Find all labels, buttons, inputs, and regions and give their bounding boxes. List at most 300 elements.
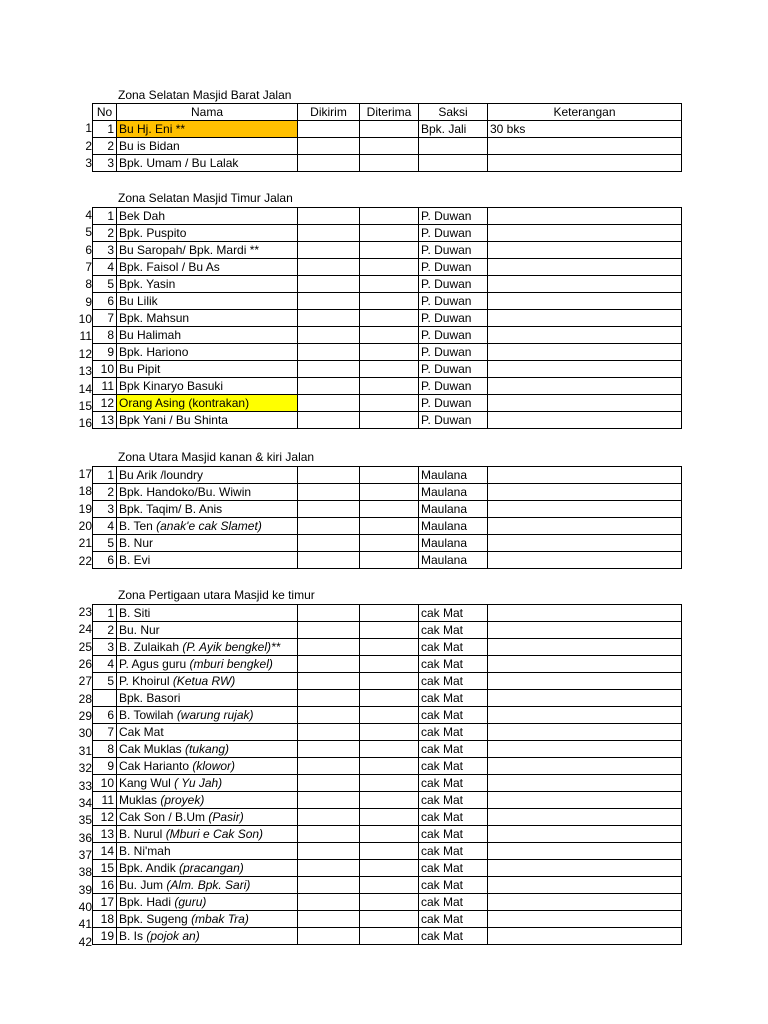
cell-no[interactable]: 8 <box>93 327 117 344</box>
cell-nama[interactable] <box>117 501 298 518</box>
table-row <box>93 911 682 928</box>
cell-saksi[interactable]: cak Mat <box>419 877 488 894</box>
cell-nama[interactable] <box>117 327 298 344</box>
table-row <box>93 276 682 293</box>
cell-no[interactable]: 1 <box>93 121 117 138</box>
cell-dikirim[interactable] <box>298 276 360 293</box>
cell-keterangan[interactable] <box>488 792 682 809</box>
cell-dikirim[interactable] <box>298 208 360 225</box>
cell-no[interactable]: 18 <box>93 911 117 928</box>
cell-no[interactable]: 13 <box>93 826 117 843</box>
cell-no[interactable]: 1 <box>93 208 117 225</box>
cell-dikirim[interactable] <box>298 843 360 860</box>
cell-diterima[interactable] <box>360 690 419 707</box>
cell-nama[interactable] <box>117 877 298 894</box>
cell-dikirim[interactable] <box>298 741 360 758</box>
cell-no[interactable]: 10 <box>93 361 117 378</box>
cell-keterangan[interactable] <box>488 894 682 911</box>
cell-saksi[interactable]: cak Mat <box>419 928 488 945</box>
cell-diterima[interactable] <box>360 792 419 809</box>
cell-keterangan[interactable] <box>488 310 682 327</box>
cell-diterima[interactable] <box>360 361 419 378</box>
cell-keterangan[interactable] <box>488 552 682 569</box>
nama-text: Bu Saropah/ Bpk. Mardi ** <box>119 243 260 257</box>
cell-nama[interactable] <box>117 138 298 155</box>
table-row <box>93 758 682 775</box>
nama-text: Cak Mat <box>119 725 164 739</box>
cell-diterima[interactable] <box>360 501 419 518</box>
table-row <box>93 690 682 707</box>
cell-nama[interactable] <box>117 121 298 138</box>
cell-diterima[interactable] <box>360 138 419 155</box>
cell-saksi[interactable]: cak Mat <box>419 894 488 911</box>
cell-nama[interactable] <box>117 259 298 276</box>
cell-nama[interactable] <box>117 656 298 673</box>
cell-nama[interactable] <box>117 467 298 484</box>
row-index: 38 <box>78 865 92 880</box>
cell-diterima[interactable] <box>360 518 419 535</box>
table-row <box>93 639 682 656</box>
cell-no[interactable]: 16 <box>93 877 117 894</box>
cell-dikirim[interactable] <box>298 121 360 138</box>
cell-keterangan[interactable] <box>488 276 682 293</box>
cell-nama[interactable] <box>117 276 298 293</box>
cell-nama[interactable] <box>117 395 298 412</box>
cell-saksi[interactable]: cak Mat <box>419 656 488 673</box>
cell-nama[interactable] <box>117 826 298 843</box>
cell-saksi[interactable]: cak Mat <box>419 843 488 860</box>
cell-no[interactable]: 9 <box>93 758 117 775</box>
cell-nama[interactable] <box>117 535 298 552</box>
cell-dikirim[interactable] <box>298 155 360 172</box>
cell-diterima[interactable] <box>360 155 419 172</box>
cell-saksi[interactable]: P. Duwan <box>419 361 488 378</box>
cell-keterangan[interactable]: 30 bks <box>488 121 682 138</box>
cell-nama[interactable] <box>117 552 298 569</box>
cell-saksi[interactable]: Maulana <box>419 535 488 552</box>
cell-no[interactable]: 15 <box>93 860 117 877</box>
cell-keterangan[interactable] <box>488 155 682 172</box>
cell-saksi[interactable]: P. Duwan <box>419 378 488 395</box>
cell-dikirim[interactable] <box>298 911 360 928</box>
cell-diterima[interactable] <box>360 673 419 690</box>
cell-keterangan[interactable] <box>488 724 682 741</box>
cell-nama[interactable] <box>117 741 298 758</box>
cell-nama[interactable] <box>117 310 298 327</box>
row-index: 31 <box>78 743 92 758</box>
cell-keterangan[interactable] <box>488 259 682 276</box>
nama-text: Bu Halimah <box>119 328 182 342</box>
nama-text: Bpk. Sugeng <box>119 912 192 926</box>
cell-no[interactable]: 17 <box>93 894 117 911</box>
cell-dikirim[interactable] <box>298 535 360 552</box>
cell-keterangan[interactable] <box>488 707 682 724</box>
cell-saksi[interactable]: Maulana <box>419 518 488 535</box>
cell-dikirim[interactable] <box>298 327 360 344</box>
cell-keterangan[interactable] <box>488 361 682 378</box>
cell-diterima[interactable] <box>360 860 419 877</box>
cell-diterima[interactable] <box>360 208 419 225</box>
cell-nama[interactable] <box>117 344 298 361</box>
cell-keterangan[interactable] <box>488 467 682 484</box>
cell-dikirim[interactable] <box>298 622 360 639</box>
cell-no[interactable]: 14 <box>93 843 117 860</box>
cell-nama[interactable] <box>117 155 298 172</box>
cell-keterangan[interactable] <box>488 877 682 894</box>
cell-no[interactable]: 6 <box>93 293 117 310</box>
cell-dikirim[interactable] <box>298 412 360 429</box>
cell-diterima[interactable] <box>360 484 419 501</box>
cell-nama[interactable] <box>117 293 298 310</box>
cell-diterima[interactable] <box>360 605 419 622</box>
cell-dikirim[interactable] <box>298 877 360 894</box>
cell-no[interactable]: 5 <box>93 276 117 293</box>
nama-text: P. Khoirul <box>119 674 173 688</box>
cell-nama[interactable] <box>117 724 298 741</box>
section-table <box>92 207 682 429</box>
cell-saksi[interactable]: cak Mat <box>419 707 488 724</box>
cell-diterima[interactable] <box>360 775 419 792</box>
cell-no[interactable]: 12 <box>93 395 117 412</box>
cell-saksi[interactable]: P. Duwan <box>419 395 488 412</box>
nama-text: B. Siti <box>119 606 151 620</box>
cell-diterima[interactable] <box>360 293 419 310</box>
cell-diterima[interactable] <box>360 928 419 945</box>
row-index: 25 <box>78 639 92 654</box>
cell-saksi[interactable]: P. Duwan <box>419 310 488 327</box>
cell-dikirim[interactable] <box>298 242 360 259</box>
cell-no[interactable]: 5 <box>93 535 117 552</box>
row-index: 27 <box>78 674 92 689</box>
table-row <box>93 792 682 809</box>
cell-diterima[interactable] <box>360 412 419 429</box>
cell-nama[interactable] <box>117 225 298 242</box>
cell-keterangan[interactable] <box>488 344 682 361</box>
cell-dikirim[interactable] <box>298 501 360 518</box>
cell-saksi[interactable]: P. Duwan <box>419 225 488 242</box>
cell-diterima[interactable] <box>360 344 419 361</box>
cell-nama[interactable] <box>117 412 298 429</box>
cell-keterangan[interactable] <box>488 860 682 877</box>
cell-saksi[interactable]: P. Duwan <box>419 412 488 429</box>
cell-no[interactable]: 7 <box>93 724 117 741</box>
cell-nama[interactable] <box>117 639 298 656</box>
cell-no[interactable]: 3 <box>93 155 117 172</box>
cell-nama[interactable] <box>117 792 298 809</box>
cell-dikirim[interactable] <box>298 826 360 843</box>
cell-dikirim[interactable] <box>298 656 360 673</box>
nama-text: Bpk. Faisol / Bu As <box>119 260 220 274</box>
cell-keterangan[interactable] <box>488 535 682 552</box>
cell-saksi[interactable]: P. Duwan <box>419 293 488 310</box>
table-row <box>93 327 682 344</box>
cell-saksi[interactable]: cak Mat <box>419 639 488 656</box>
cell-dikirim[interactable] <box>298 552 360 569</box>
cell-no[interactable]: 1 <box>93 467 117 484</box>
cell-no[interactable]: 5 <box>93 673 117 690</box>
cell-diterima[interactable] <box>360 843 419 860</box>
nama-text: Bpk. Umam / Bu Lalak <box>119 156 239 170</box>
cell-keterangan[interactable] <box>488 775 682 792</box>
row-index: 16 <box>78 416 92 431</box>
cell-no[interactable]: 4 <box>93 656 117 673</box>
cell-keterangan[interactable] <box>488 639 682 656</box>
cell-nama[interactable] <box>117 518 298 535</box>
nama-text: B. Is <box>119 929 147 943</box>
cell-no[interactable]: 13 <box>93 412 117 429</box>
cell-dikirim[interactable] <box>298 639 360 656</box>
cell-nama[interactable] <box>117 484 298 501</box>
cell-keterangan[interactable] <box>488 501 682 518</box>
cell-no[interactable] <box>93 690 117 707</box>
cell-nama[interactable] <box>117 242 298 259</box>
cell-diterima[interactable] <box>360 467 419 484</box>
cell-diterima[interactable] <box>360 225 419 242</box>
cell-no[interactable]: 11 <box>93 792 117 809</box>
cell-keterangan[interactable] <box>488 741 682 758</box>
table-row <box>93 724 682 741</box>
cell-nama[interactable] <box>117 673 298 690</box>
table-row <box>93 518 682 535</box>
cell-saksi[interactable]: cak Mat <box>419 605 488 622</box>
table-row <box>93 121 682 138</box>
cell-no[interactable]: 4 <box>93 259 117 276</box>
cell-no[interactable]: 11 <box>93 378 117 395</box>
cell-keterangan[interactable] <box>488 605 682 622</box>
cell-saksi[interactable]: P. Duwan <box>419 276 488 293</box>
nama-note: (pojok an) <box>146 929 200 943</box>
nama-text: Bu. Nur <box>119 623 160 637</box>
cell-keterangan[interactable] <box>488 327 682 344</box>
cell-saksi[interactable]: Maulana <box>419 484 488 501</box>
cell-diterima[interactable] <box>360 378 419 395</box>
cell-no[interactable]: 2 <box>93 622 117 639</box>
cell-keterangan[interactable] <box>488 225 682 242</box>
table-row <box>93 535 682 552</box>
cell-diterima[interactable] <box>360 741 419 758</box>
cell-dikirim[interactable] <box>298 395 360 412</box>
cell-dikirim[interactable] <box>298 225 360 242</box>
row-index: 15 <box>78 398 92 413</box>
cell-saksi[interactable]: cak Mat <box>419 775 488 792</box>
cell-diterima[interactable] <box>360 327 419 344</box>
cell-saksi[interactable]: Maulana <box>419 467 488 484</box>
cell-keterangan[interactable] <box>488 656 682 673</box>
cell-diterima[interactable] <box>360 809 419 826</box>
cell-keterangan[interactable] <box>488 242 682 259</box>
cell-no[interactable]: 9 <box>93 344 117 361</box>
cell-keterangan[interactable] <box>488 809 682 826</box>
cell-nama[interactable] <box>117 208 298 225</box>
cell-no[interactable]: 2 <box>93 225 117 242</box>
nama-text: Kang Wul <box>119 776 175 790</box>
cell-keterangan[interactable] <box>488 293 682 310</box>
cell-keterangan[interactable] <box>488 758 682 775</box>
cell-nama[interactable] <box>117 605 298 622</box>
cell-saksi[interactable]: cak Mat <box>419 741 488 758</box>
cell-nama[interactable] <box>117 843 298 860</box>
cell-no[interactable]: 8 <box>93 741 117 758</box>
cell-dikirim[interactable] <box>298 775 360 792</box>
cell-diterima[interactable] <box>360 395 419 412</box>
cell-no[interactable]: 4 <box>93 518 117 535</box>
cell-dikirim[interactable] <box>298 605 360 622</box>
cell-keterangan[interactable] <box>488 412 682 429</box>
cell-diterima[interactable] <box>360 310 419 327</box>
nama-text: Bu Lilik <box>119 294 158 308</box>
cell-diterima[interactable] <box>360 121 419 138</box>
cell-no[interactable]: 3 <box>93 639 117 656</box>
cell-dikirim[interactable] <box>298 310 360 327</box>
cell-saksi[interactable]: cak Mat <box>419 826 488 843</box>
row-index: 21 <box>78 536 92 551</box>
cell-no[interactable]: 3 <box>93 242 117 259</box>
cell-dikirim[interactable] <box>298 259 360 276</box>
cell-dikirim[interactable] <box>298 928 360 945</box>
cell-no[interactable]: 12 <box>93 809 117 826</box>
row-index: 13 <box>78 364 92 379</box>
cell-saksi[interactable]: cak Mat <box>419 809 488 826</box>
cell-keterangan[interactable] <box>488 843 682 860</box>
cell-keterangan[interactable] <box>488 378 682 395</box>
cell-dikirim[interactable] <box>298 518 360 535</box>
cell-dikirim[interactable] <box>298 792 360 809</box>
cell-saksi[interactable] <box>419 138 488 155</box>
cell-saksi[interactable]: Bpk. Jali <box>419 121 488 138</box>
cell-nama[interactable] <box>117 911 298 928</box>
cell-no[interactable]: 1 <box>93 605 117 622</box>
row-index: 17 <box>78 467 92 481</box>
table-row <box>93 484 682 501</box>
cell-saksi[interactable]: cak Mat <box>419 911 488 928</box>
cell-keterangan[interactable] <box>488 673 682 690</box>
cell-no[interactable]: 19 <box>93 928 117 945</box>
cell-nama[interactable] <box>117 758 298 775</box>
cell-dikirim[interactable] <box>298 361 360 378</box>
cell-keterangan[interactable] <box>488 928 682 945</box>
cell-dikirim[interactable] <box>298 344 360 361</box>
cell-dikirim[interactable] <box>298 484 360 501</box>
cell-saksi[interactable]: P. Duwan <box>419 344 488 361</box>
cell-keterangan[interactable] <box>488 208 682 225</box>
cell-saksi[interactable]: cak Mat <box>419 673 488 690</box>
cell-no[interactable]: 3 <box>93 501 117 518</box>
cell-diterima[interactable] <box>360 724 419 741</box>
cell-nama[interactable] <box>117 361 298 378</box>
cell-saksi[interactable]: cak Mat <box>419 860 488 877</box>
cell-no[interactable]: 10 <box>93 775 117 792</box>
nama-note: (pracangan) <box>179 861 244 875</box>
cell-dikirim[interactable] <box>298 690 360 707</box>
cell-saksi[interactable]: Maulana <box>419 552 488 569</box>
cell-dikirim[interactable] <box>298 809 360 826</box>
nama-text: Bpk. Mahsun <box>119 311 190 325</box>
cell-nama[interactable] <box>117 622 298 639</box>
cell-nama[interactable] <box>117 690 298 707</box>
cell-dikirim[interactable] <box>298 724 360 741</box>
cell-diterima[interactable] <box>360 911 419 928</box>
cell-nama[interactable] <box>117 809 298 826</box>
cell-diterima[interactable] <box>360 622 419 639</box>
cell-diterima[interactable] <box>360 552 419 569</box>
cell-diterima[interactable] <box>360 656 419 673</box>
cell-dikirim[interactable] <box>298 758 360 775</box>
cell-no[interactable]: 6 <box>93 707 117 724</box>
cell-diterima[interactable] <box>360 826 419 843</box>
cell-diterima[interactable] <box>360 639 419 656</box>
cell-dikirim[interactable] <box>298 673 360 690</box>
cell-saksi[interactable]: P. Duwan <box>419 259 488 276</box>
row-index: 33 <box>78 778 92 793</box>
cell-keterangan[interactable] <box>488 826 682 843</box>
cell-dikirim[interactable] <box>298 467 360 484</box>
cell-diterima[interactable] <box>360 259 419 276</box>
cell-saksi[interactable]: P. Duwan <box>419 208 488 225</box>
cell-no[interactable]: 2 <box>93 484 117 501</box>
cell-saksi[interactable]: cak Mat <box>419 724 488 741</box>
section-table <box>92 466 682 569</box>
cell-saksi[interactable]: cak Mat <box>419 690 488 707</box>
cell-diterima[interactable] <box>360 758 419 775</box>
cell-dikirim[interactable] <box>298 894 360 911</box>
cell-saksi[interactable]: P. Duwan <box>419 327 488 344</box>
cell-nama[interactable] <box>117 707 298 724</box>
cell-nama[interactable] <box>117 860 298 877</box>
cell-keterangan[interactable] <box>488 690 682 707</box>
cell-nama[interactable] <box>117 928 298 945</box>
cell-keterangan[interactable] <box>488 484 682 501</box>
table-row <box>93 310 682 327</box>
cell-nama[interactable] <box>117 894 298 911</box>
cell-no[interactable]: 6 <box>93 552 117 569</box>
nama-text: Bek Dah <box>119 209 166 223</box>
row-index: 36 <box>78 830 92 845</box>
cell-saksi[interactable] <box>419 155 488 172</box>
cell-no[interactable]: 2 <box>93 138 117 155</box>
cell-keterangan[interactable] <box>488 518 682 535</box>
cell-dikirim[interactable] <box>298 138 360 155</box>
cell-diterima[interactable] <box>360 535 419 552</box>
cell-saksi[interactable]: cak Mat <box>419 792 488 809</box>
cell-nama[interactable] <box>117 775 298 792</box>
cell-diterima[interactable] <box>360 276 419 293</box>
cell-diterima[interactable] <box>360 894 419 911</box>
cell-diterima[interactable] <box>360 707 419 724</box>
cell-dikirim[interactable] <box>298 860 360 877</box>
header-row <box>93 104 682 121</box>
cell-keterangan[interactable] <box>488 395 682 412</box>
cell-saksi[interactable]: P. Duwan <box>419 242 488 259</box>
nama-text: Bpk. Taqim/ B. Anis <box>119 502 223 516</box>
row-index: 42 <box>78 934 92 949</box>
cell-no[interactable]: 7 <box>93 310 117 327</box>
nama-text: B. Zulaikah <box>119 640 183 654</box>
cell-nama[interactable] <box>117 378 298 395</box>
cell-diterima[interactable] <box>360 242 419 259</box>
cell-saksi[interactable]: cak Mat <box>419 758 488 775</box>
cell-saksi[interactable]: cak Mat <box>419 622 488 639</box>
cell-dikirim[interactable] <box>298 378 360 395</box>
cell-diterima[interactable] <box>360 877 419 894</box>
nama-text: B. Evi <box>119 553 151 567</box>
cell-keterangan[interactable] <box>488 911 682 928</box>
cell-dikirim[interactable] <box>298 707 360 724</box>
cell-saksi[interactable]: Maulana <box>419 501 488 518</box>
nama-text: B. Nurul <box>119 827 166 841</box>
cell-keterangan[interactable] <box>488 138 682 155</box>
cell-dikirim[interactable] <box>298 293 360 310</box>
cell-keterangan[interactable] <box>488 622 682 639</box>
